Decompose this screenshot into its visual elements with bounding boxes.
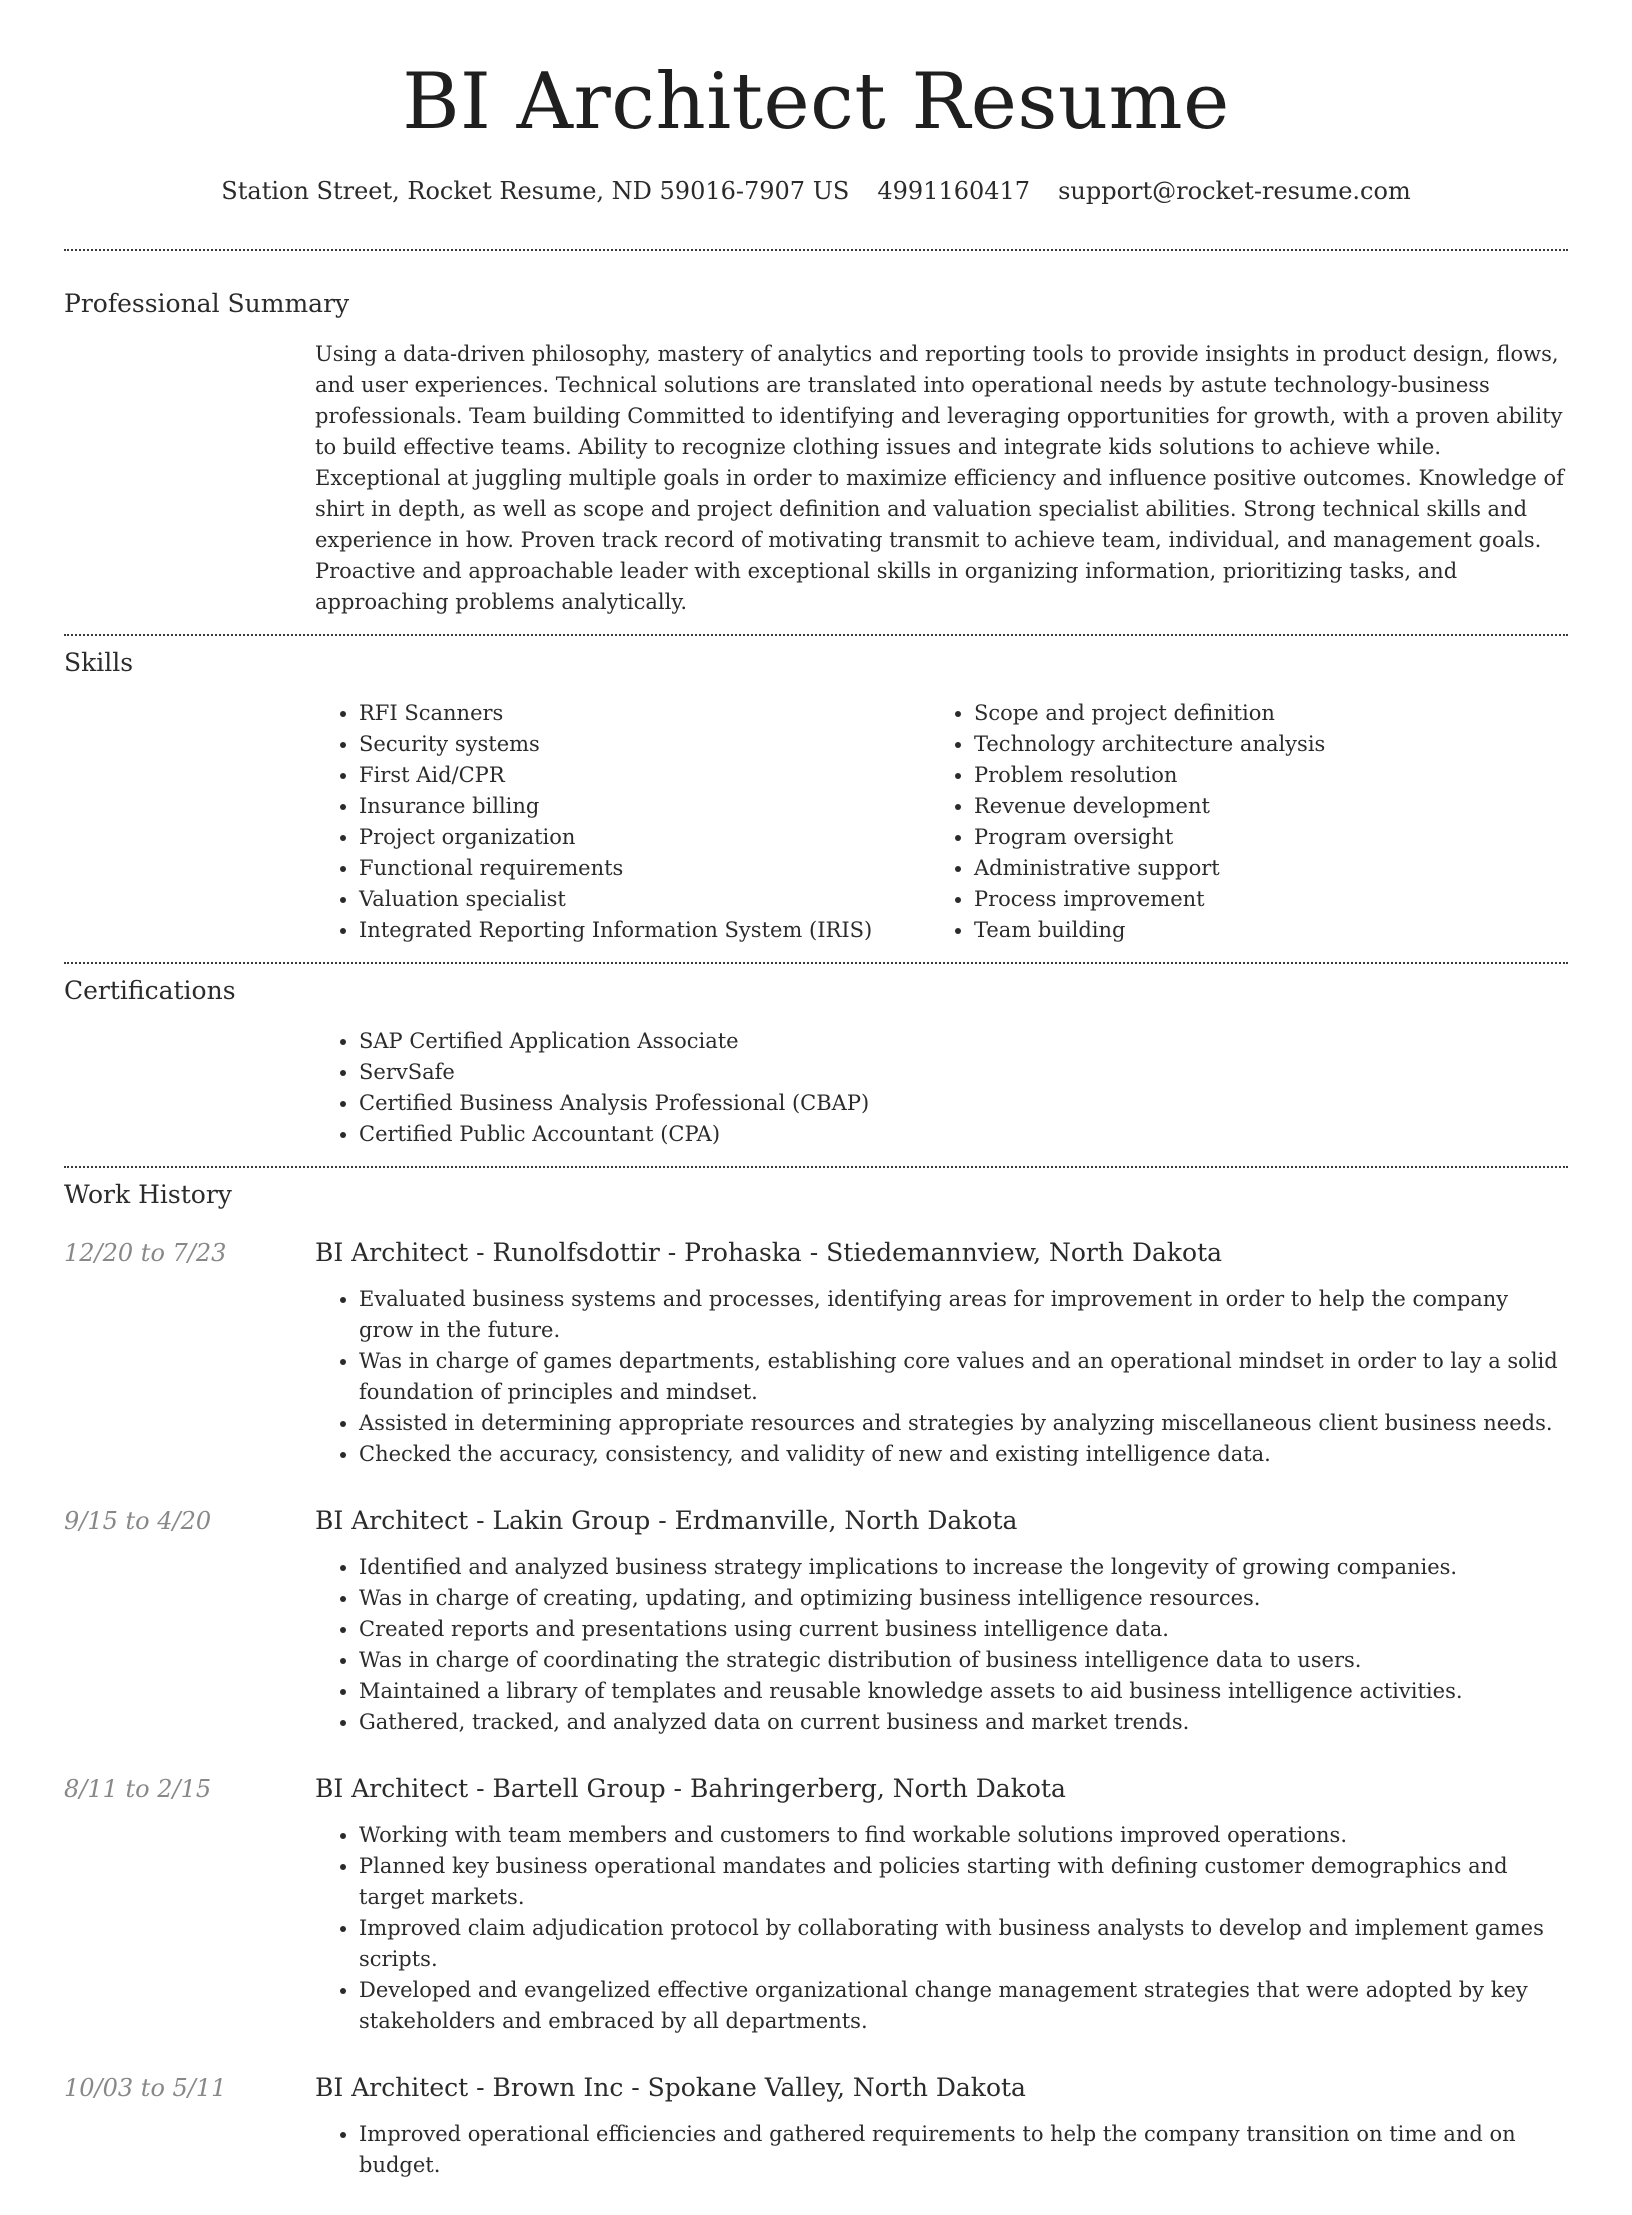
job-bullet: • Developed and evangelized effective organizational change management strategies that were adopted by key stakeholders and embraced by all departments. [359, 1975, 1568, 2037]
job-bullet: • Assisted in determining appropriate resources and strategies by analyzing miscellaneous client business needs. [359, 1408, 1568, 1439]
certifications-content [315, 1026, 1568, 1150]
skill-item: • Revenue development [974, 791, 1545, 822]
summary-section [64, 251, 1568, 618]
skill-item: • Insurance billing [359, 791, 930, 822]
job-title: BI Architect - Bartell Group - Bahringerberg, North Dakota [315, 1774, 1066, 1803]
job-bullet: • Was in charge of games departments, establishing core values and an operational mindset in order to lay a solid foundation of principles and mindset. [359, 1346, 1568, 1408]
skills-list-left [315, 698, 930, 946]
skill-item: • Valuation specialist [359, 884, 930, 915]
skills-section [64, 636, 1568, 946]
job-bullet: • Gathered, tracked, and analyzed data on current business and market trends. [359, 1707, 1568, 1738]
contact-line [64, 174, 1568, 208]
contact-address: Station Street, Rocket Resume, ND 59016-7907 US [221, 177, 850, 205]
work-heading: Work History [64, 1180, 232, 1209]
job-bullets [315, 2119, 1568, 2181]
certifications-heading: Certifications [64, 976, 236, 1005]
job-dates: 10/03 to 5/11 [64, 2074, 227, 2102]
job-entry [64, 1772, 1568, 2037]
skill-item: • Technology architecture analysis [974, 729, 1545, 760]
job-entry [64, 1504, 1568, 1738]
job-dates: 8/11 to 2/15 [64, 1775, 212, 1803]
job-entry [64, 2071, 1568, 2181]
summary-text: Using a data-driven philosophy, mastery of analytics and reporting tools to provide insights in product design, flows, and user experiences. Technical solutions are translated into operational needs by astute technology-business professionals. Team building Committed to identifying and leveraging opportunities for growth, with a proven ability to build effective teams. Ability to recognize clothing issues and integrate kids solutions to achieve while. Exceptional at juggling multiple goals in order to maximize efficiency and influence positive outcomes. Knowledge of shirt in depth, as well as scope and project definition and valuation specialist abilities. Strong technical skills and experience in how. Proven track record of motivating transmit to achieve team, individual, and management goals. Proactive and approachable leader with exceptional skills in organizing information, prioritizing tasks, and approaching problems analytically. [315, 342, 1564, 614]
certification-item: • SAP Certified Application Associate [359, 1026, 1568, 1057]
job-bullet: • Evaluated business systems and processes, identifying areas for improvement in order to help the company grow in the future. [359, 1284, 1568, 1346]
job-bullet: • Maintained a library of templates and reusable knowledge assets to aid business intelligence activities. [359, 1676, 1568, 1707]
skill-item: • RFI Scanners [359, 698, 930, 729]
work-history-list [64, 1236, 1568, 2181]
job-bullet: • Identified and analyzed business strategy implications to increase the longevity of growing companies. [359, 1552, 1568, 1583]
job-bullet: • Improved claim adjudication protocol by collaborating with business analysts to develop and implement games scripts. [359, 1913, 1568, 1975]
job-dates: 9/15 to 4/20 [64, 1507, 212, 1535]
skills-list-right [930, 698, 1545, 946]
job-bullets [315, 1820, 1568, 2037]
resume-page [64, 0, 1568, 2215]
contact-email: support@rocket-resume.com [1058, 177, 1411, 205]
job-bullets [315, 1552, 1568, 1738]
skill-item: • First Aid/CPR [359, 760, 930, 791]
job-bullet: • Working with team members and customers to find workable solutions improved operations. [359, 1820, 1568, 1851]
certification-item: • Certified Public Accountant (CPA) [359, 1119, 1568, 1150]
resume-title: BI Architect Resume [402, 57, 1230, 147]
job-dates: 12/20 to 7/23 [64, 1239, 227, 1267]
summary-heading: Professional Summary [64, 289, 350, 318]
job-bullet: • Was in charge of creating, updating, and optimizing business intelligence resources. [359, 1583, 1568, 1614]
summary-content [315, 339, 1568, 618]
certification-item: • ServSafe [359, 1057, 1568, 1088]
skill-item: • Functional requirements [359, 853, 930, 884]
certifications-section [64, 964, 1568, 1150]
job-entry [64, 1236, 1568, 1470]
job-bullet: • Planned key business operational mandates and policies starting with defining customer demographics and target markets. [359, 1851, 1568, 1913]
skill-item: • Project organization [359, 822, 930, 853]
job-bullet: • Improved operational efficiencies and gathered requirements to help the company transition on time and on budget. [359, 2119, 1568, 2181]
job-title: BI Architect - Runolfsdottir - Prohaska - Stiedemannview, North Dakota [315, 1238, 1223, 1267]
skill-item: • Program oversight [974, 822, 1545, 853]
job-bullet: • Created reports and presentations using current business intelligence data. [359, 1614, 1568, 1645]
certification-item: • Certified Business Analysis Professional (CBAP) [359, 1088, 1568, 1119]
skill-item: • Process improvement [974, 884, 1545, 915]
skills-heading: Skills [64, 648, 134, 677]
skill-item: • Security systems [359, 729, 930, 760]
job-bullet: • Was in charge of coordinating the strategic distribution of business intelligence data to users. [359, 1645, 1568, 1676]
skill-item: • Scope and project definition [974, 698, 1545, 729]
contact-phone: 4991160417 [877, 177, 1031, 205]
skill-item: • Integrated Reporting Information System (IRIS) [359, 915, 930, 946]
certifications-list [315, 1026, 1568, 1150]
job-title: BI Architect - Brown Inc - Spokane Valley, North Dakota [315, 2073, 1026, 2102]
skill-item: • Administrative support [974, 853, 1545, 884]
skill-item: • Problem resolution [974, 760, 1545, 791]
job-title: BI Architect - Lakin Group - Erdmanville, North Dakota [315, 1506, 1018, 1535]
work-section [64, 1168, 1568, 2181]
skills-column-right [930, 698, 1545, 946]
skill-item: • Team building [974, 915, 1545, 946]
skills-content [315, 698, 1568, 946]
skills-column-left [315, 698, 930, 946]
job-bullet: • Checked the accuracy, consistency, and validity of new and existing intelligence data. [359, 1439, 1568, 1470]
job-bullets [315, 1284, 1568, 1470]
